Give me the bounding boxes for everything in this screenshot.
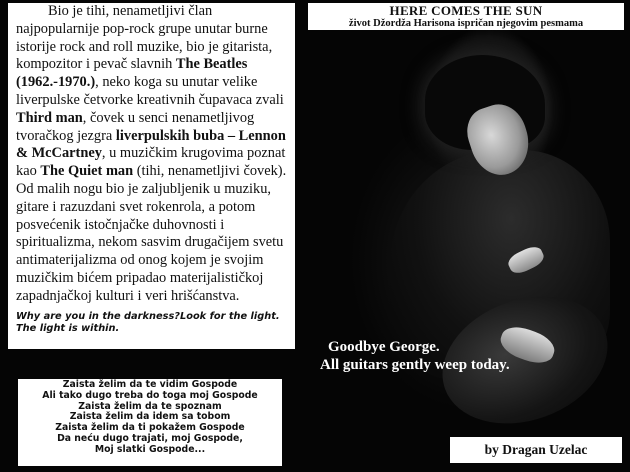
article-highlight: liverpulskih buba – Lennon & McCartney	[16, 127, 286, 162]
title-box	[308, 3, 624, 30]
lyrics-line: Zaista želim da idem sa tobom	[69, 411, 231, 423]
lyrics-line: Da neću dugo trajati, moj Gospode,	[57, 432, 243, 444]
lyrics-line: Zaista želim da ti pokažem Gospode	[55, 422, 245, 434]
article-box	[8, 3, 295, 349]
article-text: , neko koga su unutar velike liverpulske četvorke kreativnih čupavaca zvali	[16, 74, 284, 108]
article-text: , čovek u senci nenametljivog tvoračkog jezgra	[16, 109, 255, 144]
article-text: Bio je tihi, nenametljivi član najpopularnije pop-rock grupe unutar burne istorije rock and roll muzike, bio je gitarista, kompozitor i pevač slavnih	[16, 3, 273, 73]
lyrics-line: Zaista želim da te vidim Gospode	[62, 379, 238, 390]
article-text: (tihi, nenametljivi čovek). Od malih nogu bio je zaljubljenik u muziku, gitare i razuzdani svet rokenrola, a potom posvećenik istočnjačke duhovnosti i spiritualizma, nekom sasvim drugačijem svetu antimaterijalizma od onog kojem je svojim muzičkim bićem pripadao materijalističkoj zapadnjačkoj kulturi i veri hrišćanstva.	[16, 163, 287, 304]
lyrics-line: Moj slatki Gospode...	[94, 443, 206, 455]
article-text: , u muzičkim krugovima poznat kao	[16, 145, 286, 180]
tribute-line-2: All guitars gently weep today.	[320, 357, 510, 373]
lyrics-box	[18, 379, 282, 466]
page-subtitle: život Džordža Harisona ispričan njegovim pesmama	[348, 18, 584, 29]
article-highlight: The Beatles (1962.-1970.)	[16, 56, 248, 91]
article-paragraph	[16, 3, 291, 306]
lyrics-line: Zaista želim da te spoznam	[78, 400, 222, 412]
article-highlight: Third man	[16, 109, 83, 126]
tribute-line-1: Goodbye George.	[328, 339, 440, 355]
article-quote: Why are you in the darkness?Look for the light. The light is within.	[16, 310, 280, 335]
author-box	[450, 437, 622, 463]
tribute-text	[320, 338, 510, 374]
author-credit: by Dragan Uzelac	[484, 442, 588, 457]
page-title: HERE COMES THE SUN	[389, 3, 543, 18]
article-highlight: The Quiet man	[40, 163, 134, 180]
lyrics-line: Ali tako dugo treba do toga moj Gospode	[42, 389, 258, 401]
lyrics-text	[18, 379, 282, 456]
